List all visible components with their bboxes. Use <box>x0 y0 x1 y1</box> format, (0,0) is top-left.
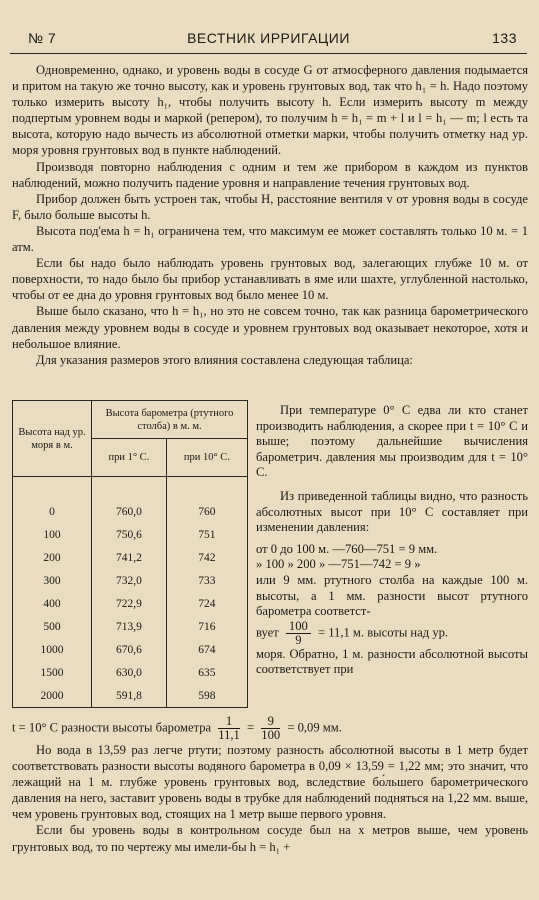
fraction-line: вует $\frac{100}{9}$ = 11,1 м. высоты над ур. <box>256 618 449 647</box>
col-header-10c: при 10° С. <box>166 439 247 477</box>
table-row: 1500 630,0 635 <box>13 661 248 684</box>
paragraph: При температуре 0° С едва ли кто станет производить наблюдения, а скорее при t = 10° С и выше; поэтому дальнейшие вычисления барометрич. давления мы производим для t = 10° С. <box>256 403 528 480</box>
difference-line: » 100 » 200 » —751—742 = 9 » <box>256 557 421 572</box>
issue-number: № 7 <box>28 30 57 46</box>
table-row: 2000 591,8 598 <box>13 684 248 708</box>
table-row: 100 750,6 751 <box>13 523 248 546</box>
paragraph: Если бы уровень воды в контрольном сосуде был на x метров выше, чем уровень грунтовых вод, то по чертежу мы имели-бы h = h₁ + <box>12 823 528 854</box>
formula-line: t = 10° С разности высоты барометра $\frac{1}{11,1}$ = $\frac{9}{100}$ = 0,09 мм. <box>12 714 342 742</box>
paragraph: Если бы надо было наблюдать уровень грунтовых вод, залегающих глубже 10 м. от поверхности, то надо было бы прибор устанавливать в яме или шахте, углубленной настолько, чтобы от ее дна до уровня грунтовых вод было менее 10 м. <box>12 256 528 303</box>
col-header-1c: при 1° С. <box>92 439 167 477</box>
table-row: 200 741,2 742 <box>13 546 248 569</box>
paragraph: Выше было сказано, что h = h₁, но это не совсем точно, так как разница барометрического давления между уровнем воды в сосуде и уровнем грунтовых вод оказывает некоторое, хотя и небольшое влияние. <box>12 304 528 351</box>
table-row: 300 732,0 733 <box>13 569 248 592</box>
paragraph: Но вода в 13,59 раз легче ртути; поэтому разность абсолютной высоты в 1 метр будет соответствовать разности высоты водяного барометра в 0,09 × 13,59 = 1,22 мм; это значит, что лежащий на 1 м. глубже уровень грунтовых вод, вследствие бо́льшего барометрического давления на него, заставит уровень воды в трубке для наблюдений подняться на 1,22 мм. выше, чем уровень грунтовых вод, стоящих на 1 метр выше первого уровня. <box>12 743 528 822</box>
fraction: $\frac{1}{11,1}$ <box>218 714 240 742</box>
table-row: 500 713,9 716 <box>13 615 248 638</box>
paragraph: Прибор должен быть устроен так, чтобы Н, расстояние вентиля v от уровня воды в сосуде F, было больше высоты h. <box>12 191 528 222</box>
col-header-altitude: Высота над ур. моря в м. <box>13 401 92 477</box>
header-rule <box>10 53 527 54</box>
paragraph: или 9 мм. ртутного столба на каждые 100 м. высоты, а 1 мм. разности высот ртутного барометра соответст- <box>256 572 528 619</box>
col-header-barometer: Высота барометра (ртутного столба) в м. м. <box>92 401 248 439</box>
table-row: 1000 670,6 674 <box>13 638 248 661</box>
side-column-text <box>256 403 528 678</box>
page-number: 133 <box>492 30 517 46</box>
table-row: 0 760,0 760 <box>13 500 248 523</box>
body-text-bottom <box>12 715 528 855</box>
journal-title: ВЕСТНИК ИРРИГАЦИИ <box>187 30 350 46</box>
paragraph: Одновременно, однако, и уровень воды в сосуде G от атмосферного давления подымается и притом на такую же точно высоту, как и уровень грунтовых вод, так что h₁ = h. Надо поэтому только измерить высоту h₁, чтобы получить высоту h. Если измерить высоту m между подпертым уровнем воды и маркой (репером), то получим h = h₁ = m + l и l = h₁ — m; l есть та высота, которую надо вычесть из абсолютной отметки марки, чтобы получить отметку над ур. моря уровня грунтовых вод в пункте наблюдений. <box>12 63 528 158</box>
paragraph: Из приведенной таблицы видно, что разность абсолютных высот при 10° С составляет при изменении давления: <box>256 488 528 535</box>
fraction: $\frac{100}{9}$ <box>286 620 311 647</box>
table-row: 400 722,9 724 <box>13 592 248 615</box>
running-header <box>10 28 527 50</box>
barometer-table-wrap <box>12 400 248 712</box>
difference-line: от 0 до 100 м. —760—751 = 9 мм. <box>256 541 438 556</box>
body-text-top <box>12 62 528 368</box>
paragraph: Высота под'ема h = h₁ ограничена тем, что максимум ее может составлять только 10 м. = 1 атм. <box>12 223 528 255</box>
fraction: $\frac{9}{100}$ <box>261 714 281 742</box>
paragraph: Для указания размеров этого влияния составлена следующая таблица: <box>36 352 413 367</box>
paragraph: моря. Обратно, 1 м. разности абсолютной высоты соответствует при <box>256 646 528 677</box>
barometer-table <box>12 400 248 708</box>
paragraph: Производя повторно наблюдения с одним и тем же прибором в каждом из пунктов наблюдений, можно получить падение уровня и направление течения грунтовых вод. <box>12 159 528 190</box>
